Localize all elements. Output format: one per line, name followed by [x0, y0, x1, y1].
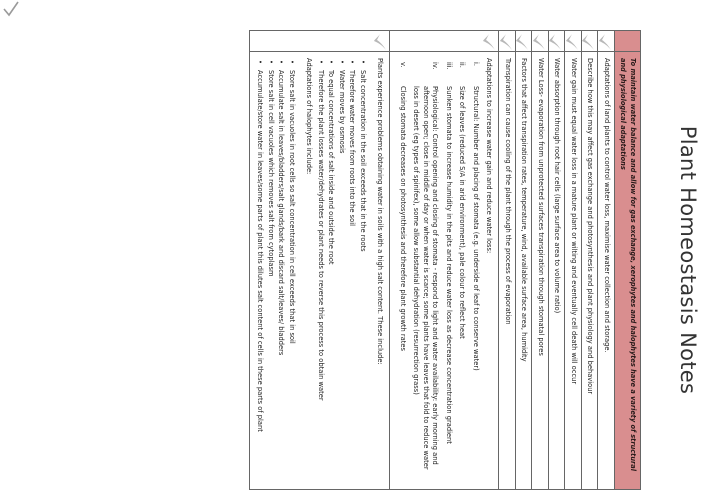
list-item: [457, 58, 467, 483]
table-row: [515, 31, 532, 489]
checkmark-icon: [499, 33, 513, 51]
list-item: • Salt concentration in the soil exceeds that in the roots: [358, 58, 368, 483]
table-row-adaptations: [390, 31, 499, 489]
rotated-document: [15, 20, 705, 500]
page-title: Plant Homeostasis Notes: [676, 125, 700, 395]
table-row-header: [614, 31, 640, 489]
row-text: Water Loss- evaporation from unprotected surfaces transpiration through stomatal pores: [537, 58, 545, 356]
tick-cell: [516, 31, 532, 52]
list-item: [398, 58, 408, 483]
item-text: Size of leaves (reduced S/A in arid environment), pale colour to reflect heat: [458, 86, 467, 339]
checkmark-icon: [374, 33, 388, 51]
tick-cell: [566, 31, 582, 52]
list-item: [444, 58, 454, 483]
table-row: [548, 31, 565, 489]
list-item: • Store salt in vacuoles in root cells so salt concentration in cell exceeds that in soil: [287, 58, 297, 483]
list-item: • Water moves by osmosis: [337, 58, 347, 483]
adaptations-intro: Adaptations to increase water gain and reduce water loss:: [485, 58, 494, 254]
tick-cell: [582, 31, 598, 52]
checkmark-icon: [582, 33, 596, 51]
halophyte-intro: Adaptations of halophytes include:: [305, 58, 314, 175]
adaptations-list: [398, 58, 481, 483]
checkmark-icon: [549, 33, 563, 51]
row-text: Describe how this may affect gas exchange and photosynthesis and plant physiology and behaviour: [586, 58, 595, 395]
list-item: • To equal concentrations of salt inside and outside the root: [326, 58, 336, 483]
table-row: [581, 31, 598, 489]
item-number: iv.: [431, 62, 440, 70]
tick-cell: [533, 31, 549, 52]
header-text: To maintain water balance and allow for gas exchange, xerophytes and halophytes have a variety of structural and physiological adaptations: [619, 58, 637, 471]
item-text: Closing stomata decreases on photosynthesis and therefore plant growth rates: [399, 86, 407, 351]
list-item: • Accumulate/store water in leaves/some parts of plant this dilutes salt content of cells in these parts of plant: [255, 58, 265, 483]
checkmark-icon: [532, 33, 546, 51]
adaptations-cell: [391, 52, 499, 489]
saline-intro: Plants experience problems obtaining water in soils with a high salt content. These include:: [376, 58, 385, 365]
table-row-saline: [249, 31, 390, 489]
list-item: • Accumulate salt in leaves/bladders/salt glands/bark and discard salt/leaves/ bladders: [276, 58, 286, 483]
saline-cell: [250, 52, 390, 489]
table-row: [598, 31, 615, 489]
saline-list: [316, 58, 368, 483]
tick-cell: [500, 31, 516, 52]
checkmark-icon: [483, 33, 497, 51]
item-number: ii.: [458, 62, 467, 68]
checkmark-icon: [2, 0, 20, 18]
checkmark-icon: [565, 33, 579, 51]
tick-cell: [391, 31, 499, 52]
list-item: • Therefore the plant losses water/dehydrates or plant needs to reverse this process to obtain water: [316, 58, 326, 483]
tick-cell: [599, 31, 615, 52]
table-row: [499, 31, 516, 489]
table-row: [532, 31, 549, 489]
row-text: Water absorption through root hair cells (large surface area to volume ratio): [553, 58, 562, 314]
tick-cell: [615, 31, 640, 52]
checkmark-icon: [598, 33, 612, 51]
list-item: • Therefore water moves from roots into the soil: [347, 58, 357, 483]
item-number: v.: [399, 62, 407, 68]
list-item: [471, 58, 481, 483]
halophyte-list: [255, 58, 296, 483]
row-text: Factors that affect transpiration rates, temperature, wind, available surface area, humidity: [520, 58, 529, 362]
row-text: Water gain must equal water loss in a mature plant or wilting and eventually cell death will occur: [570, 58, 578, 385]
item-text: Physiological: Control opening and closing of stomata - respond to light and water availability: early morning and afternoon open; close in middle of day or when water is scarce; some plants have leaves that fold to reduce water loss in desert (eg types of spinifex), some allow substantial dehydration (resurrection grass): [412, 86, 440, 470]
tick-cell: [250, 31, 390, 52]
item-text: Sunken stomata to increase humidity in the pits and reduce water loss as decrease concentration gradient: [445, 86, 453, 444]
item-text: Structural: Number and placing of stomata (e.g. underside of leaf to conserve water): [472, 86, 480, 371]
tick-cell: [549, 31, 565, 52]
notes-table: [249, 30, 641, 490]
table-row: [565, 31, 582, 489]
list-item: • Store salt in cell vacuoles which removes salt from cytoplasm: [266, 58, 276, 483]
item-number: i.: [472, 62, 480, 66]
item-number: iii.: [445, 62, 453, 70]
list-item: [411, 58, 440, 483]
checkmark-icon: [516, 33, 530, 51]
row-text: Transpiration can cause cooling of the plant through the process of evaporation: [504, 58, 512, 325]
row-text: Adaptations of land plants to control water loss, maximise water collection and storage.: [603, 58, 611, 353]
